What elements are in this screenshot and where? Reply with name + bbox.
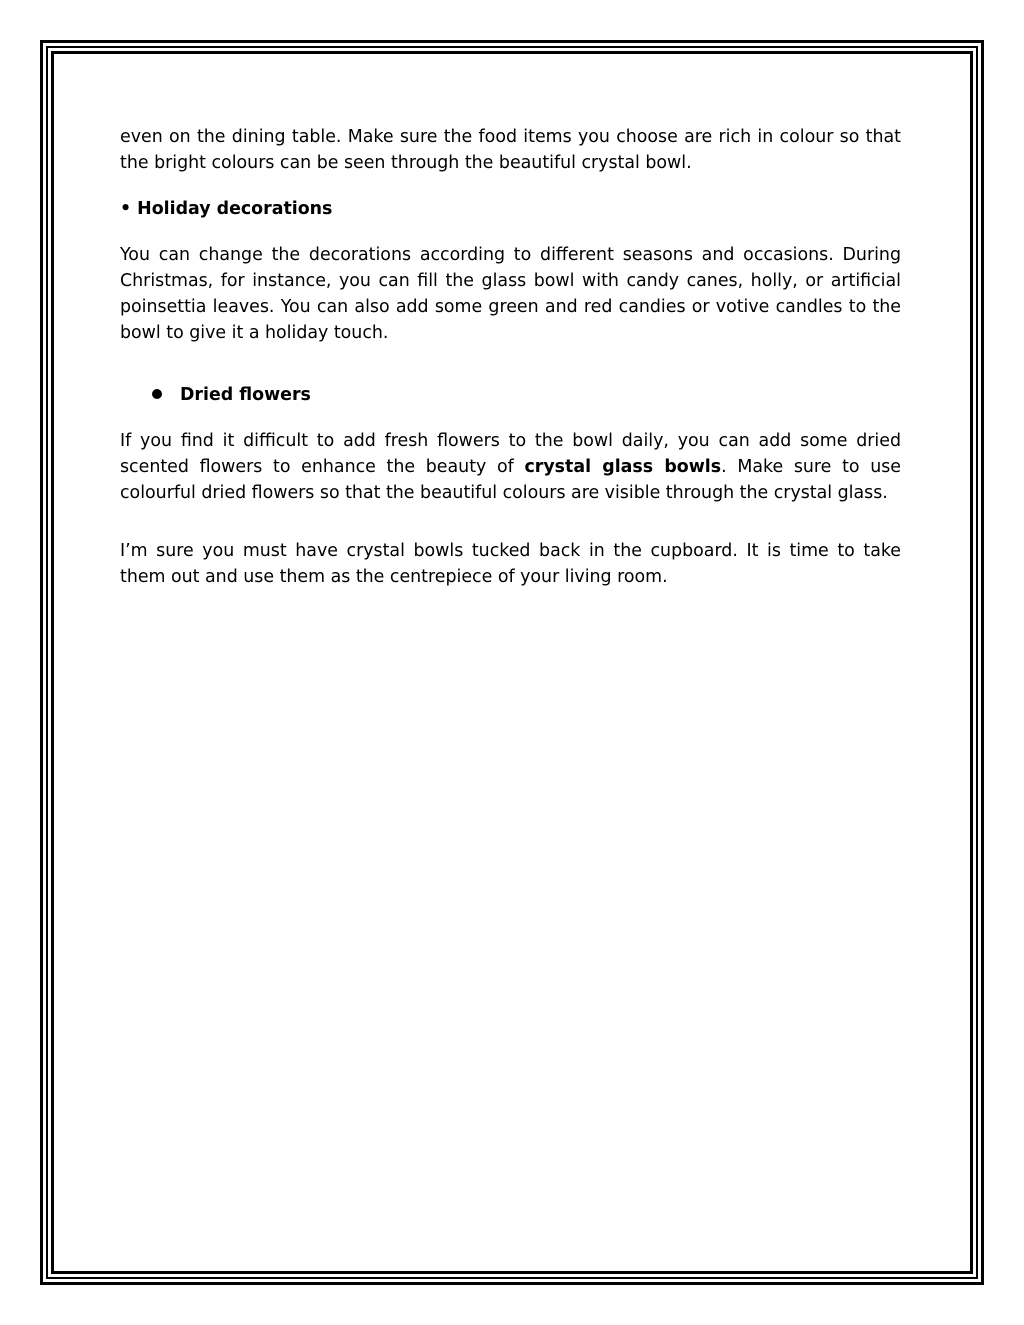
paragraph-dried-flowers-text-1: If you find it difficult to add fresh flowers to the bowl daily, you can add some dried scented flowers to enhance the beauty of [120,431,901,477]
paragraph-dining-table: even on the dining table. Make sure the food items you choose are rich in colour so that the bright colours can be seen through the beautiful crystal bowl. [120,127,901,173]
keyword-crystal-glass-bowls: crystal glass bowls [524,457,722,477]
bullet-icon [152,389,162,399]
document-body [120,124,901,590]
heading-holiday-decorations: • Holiday decorations [120,199,333,219]
paragraph-dried-flowers [120,428,901,506]
paragraph-conclusion: I’m sure you must have crystal bowls tucked back in the cupboard. It is time to take them out and use them as the centrepiece of your living room. [120,541,901,587]
heading-dried-flowers-label: Dried flowers [180,385,311,405]
paragraph-dried-flowers-text-2: . Make sure to use colourful dried flowers so that the beautiful colours are visible through the crystal glass. [120,457,902,503]
paragraph-holiday-decorations: You can change the decorations according to different seasons and occasions. During Christmas, for instance, you can fill the glass bowl with candy canes, holly, or artificial poinsettia leaves. You can also add some green and red candies or votive candles to the bowl to give it a holiday touch. [120,245,901,343]
heading-dried-flowers [120,382,901,408]
